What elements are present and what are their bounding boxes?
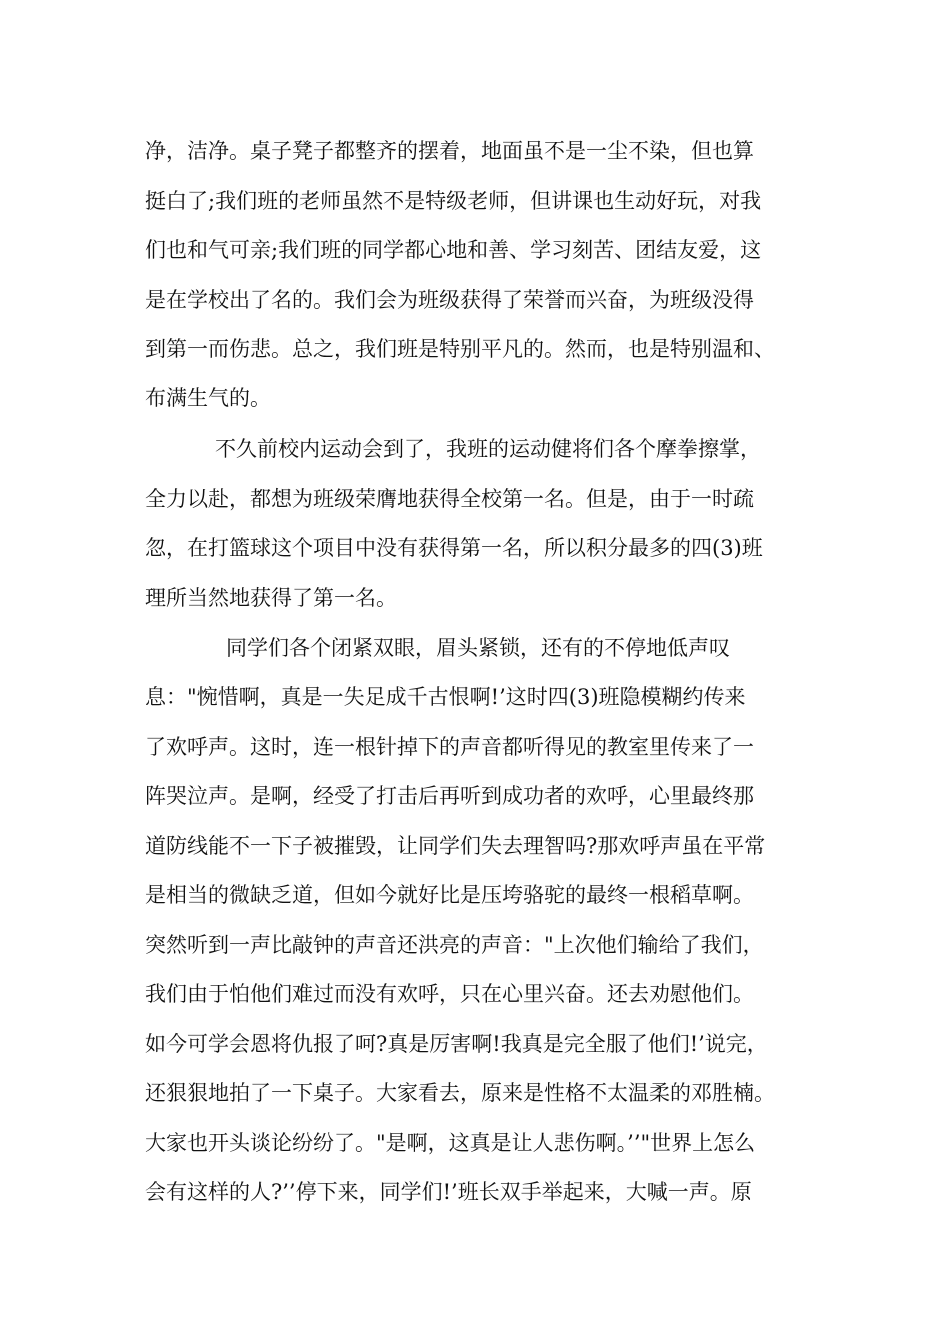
paragraph-3-line-6: 是相当的微缺乏道，但如今就好比是压垮骆驼的最终一根稻草啊。 (145, 883, 754, 907)
paragraph-1-line-6: 布满生气的。 (145, 386, 271, 410)
paragraph-1-line-4: 是在学校出了名的。我们会为班级获得了荣誉而兴奋，为班级没得 (145, 288, 754, 312)
paragraph-3-line-2: 息："惋惜啊，真是一失足成千古恨啊!’这时四(3)班隐模糊约传来 (145, 685, 746, 709)
paragraph-3-line-9: 如今可学会恩将仇报了呵?真是厉害啊!我真是完全服了他们!’说完， (145, 1032, 768, 1056)
paragraph-1-line-3: 们也和气可亲;我们班的同学都心地和善、学习刻苦、团结友爱，这 (145, 238, 762, 262)
paragraph-3-line-10: 还狠狠地拍了一下桌子。大家看去，原来是性格不太温柔的邓胜楠。 (145, 1081, 775, 1105)
paragraph-3-line-3: 了欢呼声。这时，连一根针掉下的声音都听得见的教室里传来了一 (145, 735, 754, 759)
paragraph-3-line-4: 阵哭泣声。是啊，经受了打击后再听到成功者的欢呼，心里最终那 (145, 784, 754, 808)
paragraph-1-line-2: 挺白了;我们班的老师虽然不是特级老师，但讲课也生动好玩，对我 (145, 189, 762, 213)
paragraph-3-line-12: 会有这样的人?’’停下来，同学们!’班长双手举起来，大喊一声。原 (145, 1180, 752, 1204)
paragraph-2-line-2: 全力以赴，都想为班级荣膺地获得全校第一名。但是，由于一时疏 (145, 487, 754, 511)
paragraph-1-line-5: 到第一而伤悲。总之，我们班是特别平凡的。然而，也是特别温和、 (145, 337, 775, 361)
paragraph-3-line-8: 我们由于怕他们难过而没有欢呼，只在心里兴奋。还去劝慰他们。 (145, 982, 754, 1006)
paragraph-2-line-1: 不久前校内运动会到了，我班的运动健将们各个摩拳擦掌， (215, 437, 761, 461)
paragraph-3-line-5: 道防线能不一下子被摧毁，让同学们失去理智吗?那欢呼声虽在平常 (145, 834, 766, 858)
paragraph-2-line-3: 忽，在打篮球这个项目中没有获得第一名，所以积分最多的四(3)班 (145, 536, 763, 560)
paragraph-3-line-1: 同学们各个闭紧双眼，眉头紧锁，还有的不停地低声叹 (226, 636, 730, 660)
paragraph-2-line-4: 理所当然地获得了第一名。 (145, 586, 397, 610)
paragraph-3-line-11: 大家也开头谈论纷纷了。"是啊，这真是让人悲伤啊。’’"世界上怎么 (145, 1131, 756, 1155)
paragraph-1-line-1: 净，洁净。桌子凳子都整齐的摆着，地面虽不是一尘不染，但也算 (145, 139, 754, 163)
paragraph-3-line-7: 突然听到一声比敲钟的声音还洪亮的声音："上次他们输给了我们， (145, 933, 764, 957)
